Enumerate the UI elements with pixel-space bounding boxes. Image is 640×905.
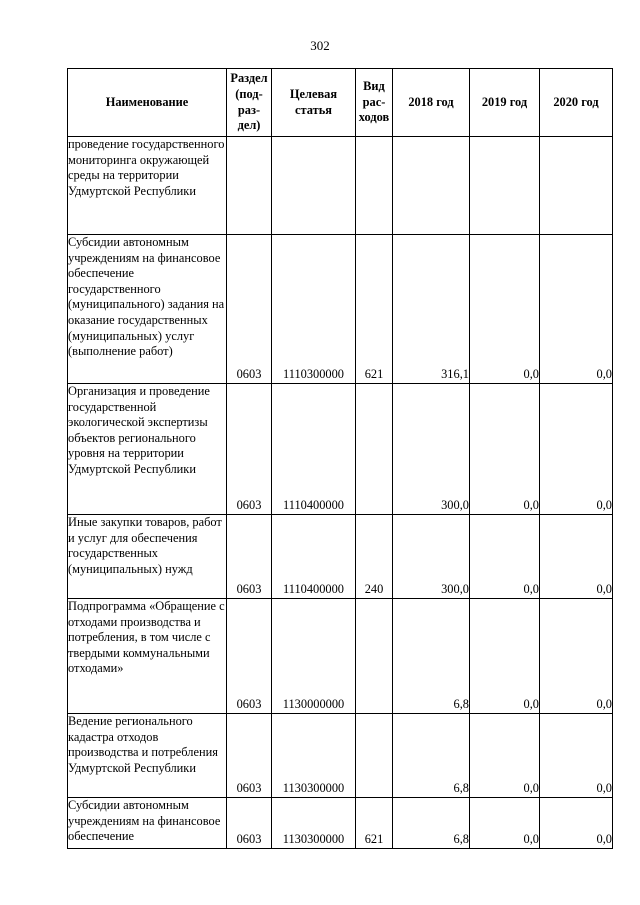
cell-2018 [393,137,470,235]
cell-section: 0603 [227,714,272,798]
cell-2019: 0,0 [470,798,540,849]
cell-2019: 0,0 [470,714,540,798]
col-header-target: Целевая статья [272,69,356,137]
cell-target: 1110400000 [272,515,356,599]
cell-expense-type [356,137,393,235]
page-number: 302 [310,38,330,53]
cell-name: проведение государственного мониторинга окружающей среды на территории Удмуртской Республики [68,137,227,235]
cell-section [227,137,272,235]
cell-expense-type [356,384,393,515]
cell-2020: 0,0 [540,714,613,798]
cell-expense-type: 621 [356,235,393,384]
cell-expense-type: 240 [356,515,393,599]
cell-target [272,137,356,235]
cell-section: 0603 [227,798,272,849]
cell-expense-type [356,599,393,714]
col-header-2019: 2019 год [470,69,540,137]
cell-2018: 6,8 [393,798,470,849]
cell-target: 1130300000 [272,714,356,798]
cell-section: 0603 [227,599,272,714]
cell-name: Субсидии автономным учреждениям на финансовое обеспечение [68,798,227,849]
cell-2020 [540,137,613,235]
cell-2019: 0,0 [470,235,540,384]
table-row [68,714,613,798]
cell-2020: 0,0 [540,515,613,599]
table-row [68,384,613,515]
cell-2019: 0,0 [470,384,540,515]
cell-target: 1130000000 [272,599,356,714]
cell-name: Подпрограмма «Обращение с отходами производства и потребления, в том числе с твердыми коммунальными отходами» [68,599,227,714]
cell-expense-type: 621 [356,798,393,849]
cell-2018: 300,0 [393,515,470,599]
table-row [68,515,613,599]
cell-2019: 0,0 [470,599,540,714]
cell-2018: 316,1 [393,235,470,384]
table-row [68,235,613,384]
cell-2020: 0,0 [540,798,613,849]
cell-target: 1110400000 [272,384,356,515]
table-row [68,137,613,235]
cell-name: Ведение регионального кадастра отходов производства и потребления Удмуртской Республики [68,714,227,798]
cell-2018: 6,8 [393,714,470,798]
cell-target: 1130300000 [272,798,356,849]
cell-section: 0603 [227,515,272,599]
cell-2020: 0,0 [540,599,613,714]
cell-name: Иные закупки товаров, работ и услуг для обеспечения государственных (муниципальных) нужд [68,515,227,599]
col-header-2018: 2018 год [393,69,470,137]
cell-section: 0603 [227,384,272,515]
table-row [68,798,613,849]
cell-2018: 300,0 [393,384,470,515]
cell-2019: 0,0 [470,515,540,599]
cell-2018: 6,8 [393,599,470,714]
cell-2020: 0,0 [540,384,613,515]
cell-2020: 0,0 [540,235,613,384]
cell-2019 [470,137,540,235]
col-header-section: Раздел (под-раз-дел) [227,69,272,137]
table-row [68,599,613,714]
cell-section: 0603 [227,235,272,384]
table-header-row [68,69,613,137]
cell-name: Организация и проведение государственной экологической экспертизы объектов регионального уровня на территории Удмуртской Республики [68,384,227,515]
col-header-expense-type: Вид рас-ходов [356,69,393,137]
cell-expense-type [356,714,393,798]
cell-name: Субсидии автономным учреждениям на финансовое обеспечение государственного (муниципального) задания на оказание государственных (муниципальных) услуг (выполнение работ) [68,235,227,384]
col-header-2020: 2020 год [540,69,613,137]
cell-target: 1110300000 [272,235,356,384]
col-header-name: Наименование [68,69,227,137]
budget-table [67,68,613,849]
